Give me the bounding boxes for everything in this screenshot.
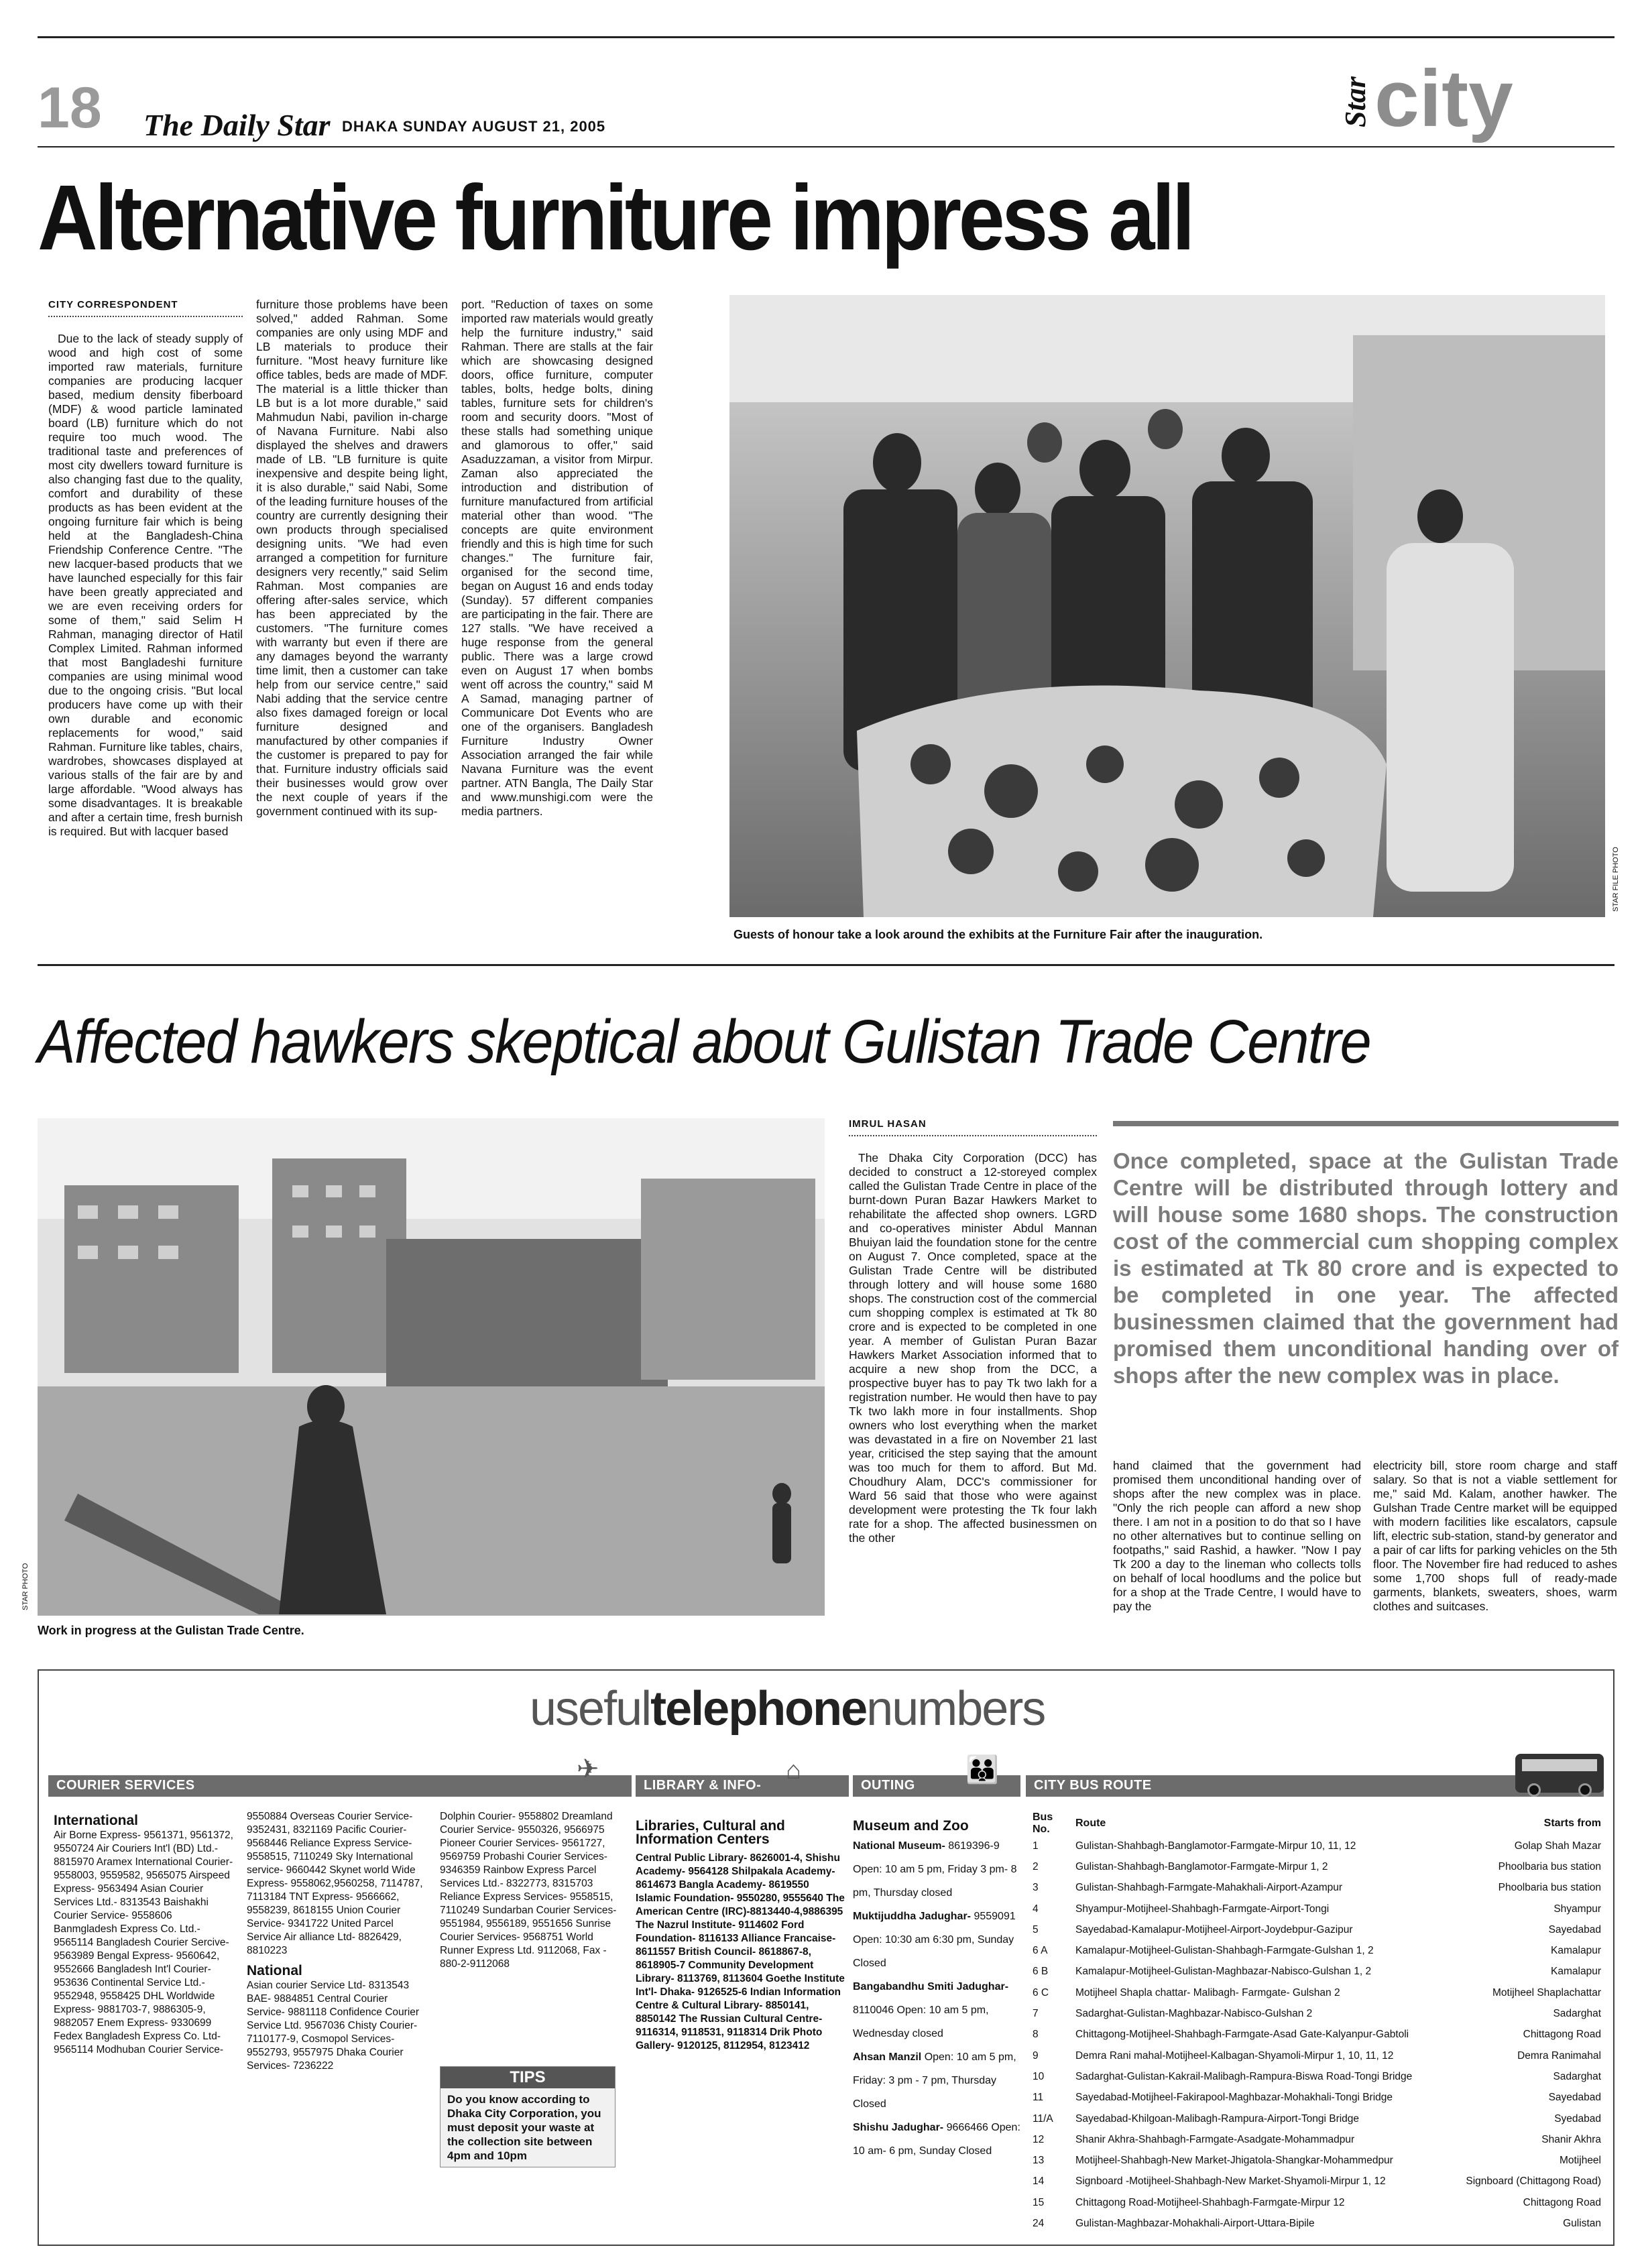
section-title: city [1374,54,1513,143]
tips-heading: TIPS [441,2067,615,2088]
bus-route-row [1030,2129,1604,2150]
library-bar-label: LIBRARY & INFO- [644,1778,762,1793]
bus-starts-from: Shanir Akhra [1541,2133,1601,2145]
bus-number: 6 C [1033,1986,1049,1998]
phone-box-title [530,1681,1045,1736]
bus-route-row [1030,1919,1604,1940]
bus-starts-from: Phoolbaria bus station [1498,1882,1601,1894]
bus-route-row [1030,2025,1604,2045]
bus-starts-from: Shyampur [1553,1903,1601,1915]
bus-route: Sayedabad-Khilgoan-Malibagh-Rampura-Airport-Tongi Bridge [1075,2112,1360,2125]
bus-starts-from: Sayedabad [1548,2092,1601,2104]
outing-item-name: Shishu Jadughar- [853,2122,947,2133]
courier-col3 [440,1810,621,1971]
bus-route: Chittagong-Motijheel-Shahbagh-Farmgate-Asad Gate-Kalyanpur-Gabtoli [1075,2029,1409,2041]
story2-text-col3: electricity bill, store room charge and staff salary. So that is not a viable settlement for me," said Md. Kalam, another hawker. The Gulshan Trade Centre market will be equipped with modern facilities like escalators, capsule lift, electric sub-station, stand-by generator and a pair of car lifts for parking vehicles on the 5th floor. The November fire had reduced to ashes some 1,700 shops full of ready-made garments, blankets, sweaters, shoes, warm clothes and suitcases. [1373,1459,1617,1613]
bus-route: Gulistan-Shahbagh-Banglamotor-Farmgate-Mirpur 1, 2 [1075,1860,1328,1872]
bus-starts-from: Chittagong Road [1523,2196,1601,2208]
bus-bar-label: CITY BUS ROUTE [1034,1778,1152,1793]
bus-number: 2 [1033,1860,1039,1872]
bus-route-row [1030,1940,1604,1961]
bus-icon [1515,1754,1604,1793]
outing-item [853,2045,1020,2116]
bus-no-header: Bus No. [1033,1811,1053,1835]
outing-heading: Museum and Zoo [853,1818,969,1834]
international-list-1: Air Borne Express- 9561371, 9561372, 9550724 Air Couriers Int'l (BD) Ltd.- 8815970 Aramex International Courier- 9558003, 9559582, 9565075 Airspeed Express- 9563494 Asian Courier Services Ltd.- 8313543 Baishakhi Courier Service- 9558606 Banmgladesh Express Co. Ltd.- 9565114 Bangladesh Courier Sercive- 9563989 Bengal Express- 9560642, 9552666 Bangladesh Int'l Courier- 953636 Continental Service Ltd.- 9552948, 9558425 DHL Worldwide Express- 9881703-7, 9886305-9, 9882057 Enem Express- 9330699 Fedex Bangladesh Express Co. Ltd- 9565114 Modhuban Courier Service- [54,1830,233,2055]
story1-column-3 [461,298,653,819]
bus-route-table-wrap [1030,1811,1604,2234]
page-number: 18 [38,76,102,140]
outing-item [853,1975,1020,2045]
caption-gulistan: Work in progress at the Gulistan Trade Centre. [38,1624,304,1637]
bus-starts-from: Motijheel [1559,2155,1601,2167]
bus-starts-from: Motijheel Shaplachattar [1492,1986,1601,1998]
bus-number: 14 [1033,2175,1045,2188]
outing-column [853,1819,1020,2163]
route-header: Route [1075,1817,1106,1829]
bus-route-row [1030,1962,1604,1982]
library-heading: Libraries, Cultural and Information Centers [636,1818,785,1847]
bus-number: 6 A [1033,1945,1048,1957]
bus-number: 12 [1033,2133,1045,2145]
masthead-logo: The Daily Star [143,108,331,142]
title-useful: useful [530,1682,651,1736]
bus-number: 11/A [1033,2112,1053,2125]
bus-number: 9 [1033,2049,1039,2062]
bus-route-row [1030,2045,1604,2066]
outing-item-details: 9666466 Open: 10 am- 6 pm, Sunday Closed [853,2122,1020,2157]
top-rule [38,36,1614,38]
story1-text-col2: furniture those problems have been solved," added Rahman. Some companies are only using MDF and LB materials to produce their furniture. "Most heavy furniture like office tables, beds are made of MDF. The material is a little thicker than LB but is a lot more durable," said Mahmudun Nabi, pavilion in-charge of Navana Furniture. Nabi also displayed the shelves and drawers made of LB. "LB furniture is quite inexpensive and despite being light, it is also durable," said Nabi, Some of the leading furniture houses of the country are currently designing their own products through specialised designing units. "We had even arranged a competition for furniture designers very recently," said Selim Rahman. Most companies are offering after-sales service, which has been appreciated by the customers. "The furniture comes with warranty but even if there are any damages beyond the warranty time limit, then a customer can take help from our service centre," said Nabi adding that the service centre also fixes damaged foreign or local furniture designed and manufactured by other companies if the customer is prepared to pay for that. Furniture industry officials said their businesses would grow over the next couple of years if the government continued with its sup- [256,298,448,818]
story2-column-1 [849,1117,1097,1545]
bus-starts-from: Sayedabad [1548,1923,1601,1935]
national-list-2: Dolphin Courier- 9558802 Dreamland Courier Service- 9550326, 9566975 Pioneer Courier Services- 9561727, 9569759 Probashi Courier Services- 9346359 Rainbow Express Parcel Services Ltd.- 8322773, 8315703 Reliance Express Services- 9558515, 7110249 Sundarban Courier Services- 9551984, 9556189, 9551656 Sunrise Courier Services- 9568751 World Runner Express Ltd. 9112068, Fax - 880-2-9112068 [440,1811,617,1970]
bus-route: Demra Rani mahal-Motijheel-Kalbagan-Shyamoli-Mirpur 1, 10, 11, 12 [1075,2049,1394,2062]
bus-route: Motijheel-Shahbagh-New Market-Jhigatola-Shangkar-Mohammedpur [1075,2155,1393,2167]
outing-bar-label: OUTING [861,1778,915,1793]
pullquote: Once completed, space at the Gulistan Trade Centre will be distributed through lottery and will house some 1680 shops. The construction cost of the commercial cum shopping complex is estimated at Tk 80 crore and is expected to be completed in one year. The affected businessmen claimed that the government had promised them unconditional handing over of shops after the new complex was in place. [1113,1148,1619,1388]
bus-starts-from: Phoolbaria bus station [1498,1860,1601,1872]
outing-item [853,1905,1020,1975]
bus-route-row [1030,2192,1604,2213]
bus-number: 6 B [1033,1966,1049,1978]
photo-credit-2: STAR PHOTO [21,1563,30,1610]
bus-number: 4 [1033,1903,1039,1915]
bus-starts-from: Demra Ranimahal [1517,2049,1601,2062]
title-telephone: telephone [650,1682,867,1736]
byline-dots [48,316,243,325]
courier-services-bar [48,1775,632,1797]
bus-number: 24 [1033,2217,1045,2229]
headline-gulistan: Affected hawkers skeptical about Gulistan Trade Centre [38,1008,1370,1076]
bus-route: Sayedabad-Motijheel-Fakirapool-Maghbazar-Mohakhali-Tongi Bridge [1075,2092,1393,2104]
outing-item-details: 8619396-9 Open: 10 am 5 pm, Friday 3 pm- 8 pm, Thursday closed [853,1840,1017,1899]
bus-route: Motijheel Shapla chattar- Malibagh- Farmgate- Gulshan 2 [1075,1986,1340,1998]
bus-starts-from: Sadarghat [1553,2008,1601,2020]
bus-route-row [1030,1899,1604,1919]
byline-2: IMRUL HASAN [849,1118,927,1130]
bus-starts-from: Syedabad [1554,2112,1601,2125]
pullquote-rule [1113,1121,1619,1126]
bus-number: 10 [1033,2070,1045,2082]
bus-number: 13 [1033,2155,1045,2167]
bus-route-row [1030,2171,1604,2192]
national-heading: National [247,1963,302,1978]
bus-number: 8 [1033,2029,1039,2041]
bus-route-row [1030,1982,1604,2003]
bus-route: Signboard -Motijheel-Shahbagh-New Market-Shyamoli-Mirpur 1, 12 [1075,2175,1386,2188]
library-list: Central Public Library- 8626001-4, Shishu Academy- 9564128 Shilpakala Academy- 8614673 Bangla Academy- 8619550 Islamic Foundation- 9550280, 9555640 The American Centre (IRC)-8813440-4,9886395 The Nazrul Institute- 9114602 Ford Foundation- 8116133 Alliance Francaise- 8611557 British Council- 8618867-8, 8618905-7 Community Development Library- 8113769, 8113604 Goethe Institute Int'l- Dhaka- 9126525-6 Indian Information Centre & Cultural Library- 8850141, 8850142 The Russian Cultural Centre- 9116314, 9118531, 9118314 Drik Photo Gallery- 9120125, 8112954, 8123412 [636,1852,845,2051]
headline-furniture: Alternative furniture impress all [38,166,1192,270]
courier-col2 [247,1810,428,2073]
outing-item-details: Open: 10 am 5 pm, Friday: 3 pm - 7 pm, Thursday Closed [853,2051,1016,2110]
bus-route: Sayedabad-Kamalapur-Motijheel-Airport-Joydebpur-Gazipur [1075,1923,1353,1935]
bus-route: Sadarghat-Gulistan-Kakrail-Malibagh-Rampura-Biswa Road-Tongi Bridge [1075,2070,1413,2082]
courier-plane-icon: ✈ [577,1754,599,1784]
bus-route-row [1030,2088,1604,2108]
header-rule [38,146,1614,147]
outing-list [853,1834,1020,2163]
story1-column-1 [48,298,243,839]
tips-box [440,2066,615,2167]
bus-route: Sadarghat-Gulistan-Maghbazar-Nabisco-Gulshan 2 [1075,2008,1313,2020]
outing-item-details: 9559091 Open: 10:30 am 6:30 pm, Sunday Closed [853,1911,1016,1969]
bus-route-table [1030,1811,1604,2234]
story2-text-col1: The Dhaka City Corporation (DCC) has decided to construct a 12-storeyed complex called the Gulistan Trade Centre in place of the burnt-down Puran Bazar Hawkers Market to rehabilitate the affected shop owners. LGRD and co-operatives minister Abdul Mannan Bhuiyan laid the foundation stone for the centre on August 7. Once completed, space at the Gulistan Trade Centre will be distributed through lottery and will house some 1680 shops. The construction cost of the commercial cum shopping complex is estimated at Tk 80 crore and is expected to be completed in one year. A member of Gulistan Puran Bazar Hawkers Market Association informed that to acquire a new shop from the DCC, a prospective buyer has to pay Tk two lakh for a registration number. He would then have to pay Tk two lakh more in four installments. Shop owners who lost everything when the market was devastated in a fire on November 21 last year, criticised the step saying that the amount was too much for them to afford. But Md. Choudhury Alam, DCC's commissioner for Ward 56 said that those who were against development were protesting the Tk four lakh rate for a shop. The affected businessmen on the other [849,1151,1097,1545]
bus-number: 5 [1033,1923,1039,1935]
bus-route-row [1030,1856,1604,1877]
bus-number: 11 [1033,2092,1044,2104]
story1-text-col1: Due to the lack of steady supply of wood and high cost of some imported raw materials, furniture companies are producing lacquer based, medium density fiberboard (MDF) & wood particle laminated board (LB) furniture which do not require too much wood. The traditional taste and preferences of most city dwellers toward furniture is also changing fast due to the quality, comfort and durability of these products as has been evident at the ongoing furniture fair which is being held at the Bangladesh-China Friendship Conference Centre. "The new lacquer-based products that we have launched especially for this fair have been greatly appreciated and we are even receiving orders for some of them," said Selim H Rahman, managing director of Hatil Complex Limited. Rahman informed that most Bangladeshi furniture companies are using minimal wood due to the ongoing crisis. "But local producers have come up with their own durable and economic replacements for wood," said Rahman. Furniture like tables, chairs, wardrobes, showcases displayed at various stalls of the fair are by and large affordable. "Wood always has some disadvantages. It is breakable and after a certain time, fresh burnish is required. But with lacquer based [48,332,243,838]
bus-route-row [1030,2108,1604,2129]
national-list-1: Asian courier Service Ltd- 8313543 BAE- 9884851 Central Courier Service- 9881118 Confidence Courier Service Ltd. 9567036 Chisty Courier- 7110177-9, Cosmopol Services- 9552793, 9557975 Dhaka Courier Services- 7236222 [247,1980,420,2072]
caption-furniture: Guests of honour take a look around the exhibits at the Furniture Fair after the inauguration. [733,928,1263,941]
bus-starts-from: Gulistan [1563,2217,1601,2229]
bus-table-header [1030,1811,1604,1836]
story1-text-col3: port. "Reduction of taxes on some imported raw materials would greatly help the furniture industry," said Rahman. There are stalls at the fair which are showcasing designed doors, office furniture, computer tables, bolts, hedge bolts, dining tables, furniture sets for children's room and security doors. "Most of these stalls had something unique and glamorous to offer," said Asaduzzaman, a visitor from Mirpur. Zaman also appreciated the introduction and distribution of furniture manufactured from artificial material other than wood. "The concepts are quite environment friendly and this is high time for such changes." The furniture fair, organised for the second time, began on August 16 and ends today (Sunday). 57 different companies are participating in the fair. There are 127 stalls. "We have received a huge response from the general public. There was a large crowd even on August 17 when bombs went off across the country," said M A Samad, managing partner of Communicare Dot Events who are one of the organisers. Bangladesh Furniture Industry Owner Association arranged the fair while Navana Furniture was the event partner. ATN Bangla, The Daily Star and www.munshigi.com were the media partners. [461,298,653,818]
bus-number: 1 [1033,1840,1039,1852]
story2-text-col2: hand claimed that the government had promised them unconditional handing over of shops after the new complex was in place. "Only the rich people can afford a new shop there. I am not in a position to do that so I have no other alternatives but to continue selling on footpaths," said Rashid, a hawker. "Now I pay Tk 200 a day to the lineman who collects tolls on behalf of local hoodlums and the police but for a shop at the Trade Centre, I would have to pay the [1113,1459,1361,1613]
bus-starts-from: Kamalapur [1551,1966,1601,1978]
outing-item-name: National Museum- [853,1840,949,1852]
construction-photo-image [38,1118,825,1616]
story2-column-2 [1113,1459,1361,1614]
outing-item-name: Bangabandhu Smiti Jadughar- [853,1981,1009,1992]
bus-route: Shanir Akhra-Shahbagh-Farmgate-Asadgate-Mohammadpur [1075,2133,1355,2145]
bus-route-row [1030,1878,1604,1899]
bus-table-body [1030,1836,1604,2234]
title-numbers: numbers [866,1682,1045,1736]
bus-route-row [1030,2003,1604,2024]
starts-header: Starts from [1543,1817,1601,1829]
furniture-fair-photo-image [729,295,1605,917]
photo-credit-1: STAR FILE PHOTO [1612,847,1620,912]
bus-starts-from: Golap Shah Mazar [1514,1840,1601,1852]
family-icon: 👪 [965,1755,999,1785]
bus-route-row [1030,1836,1604,1856]
bus-route: Kamalapur-Motijheel-Gulistan-Maghbazar-Nabisco-Gulshan 1, 2 [1075,1966,1372,1978]
byline: CITY CORRESPONDENT [48,299,178,310]
library-building-icon: ⌂ [786,1756,801,1785]
bus-number: 15 [1033,2196,1045,2208]
bus-route-row [1030,2213,1604,2234]
bus-route: Gulistan-Shahbagh-Farmgate-Mahakhali-Airport-Azampur [1075,1882,1343,1894]
outing-item-name: Muktijuddha Jadughar- [853,1911,974,1922]
library-column [636,1819,845,2053]
international-heading: International [54,1813,139,1828]
courier-bar-label: COURIER SERVICES [56,1778,195,1793]
section-star-logo: Star [1339,76,1372,127]
bus-starts-from: Sadarghat [1553,2070,1601,2082]
bus-route: Kamalapur-Motijheel-Gulistan-Shahbagh-Farmgate-Gulshan 1, 2 [1075,1945,1374,1957]
furniture-fair-photo [729,295,1605,917]
bus-route-row [1030,2150,1604,2171]
story-divider [38,964,1614,966]
tips-body: Do you know according to Dhaka City Corporation, you must deposit your waste at the collection site between 4pm and 10pm [447,2093,601,2162]
bus-starts-from: Signboard (Chittagong Road) [1466,2175,1601,2188]
story2-column-3 [1373,1459,1617,1614]
bus-route: Gulistan-Maghbazar-Mohakhali-Airport-Uttara-Bipile [1075,2217,1315,2229]
courier-international-col1 [54,1814,235,2057]
bus-route: Chittagong Road-Motijheel-Shahbagh-Farmgate-Mirpur 12 [1075,2196,1345,2208]
bus-number: 3 [1033,1882,1039,1894]
bus-number: 7 [1033,2008,1039,2020]
outing-item [853,1834,1020,1905]
bus-starts-from: Chittagong Road [1523,2029,1601,2041]
bus-starts-from: Kamalapur [1551,1945,1601,1957]
outing-item-details: 8110046 Open: 10 am 5 pm, Wednesday closed [853,2005,989,2039]
story1-column-2 [256,298,448,819]
byline-dots-2 [849,1135,1097,1144]
bus-route: Gulistan-Shahbagh-Banglamotor-Farmgate-Mirpur 10, 11, 12 [1075,1840,1356,1852]
international-list-2: 9550884 Overseas Courier Service- 9352431, 8321169 Pacific Courier- 9568446 Reliance Express Service- 9558515, 7110249 Sky International service- 9660442 Skynet world Wide Express- 9558062,9560258, 7114787, 7113184 TNT Express- 9566662, 9558239, 8618155 Union Courier Service- 9341722 United Parcel Service Air alliance Ltd- 8826429, 8810223 [247,1811,423,1956]
library-bar [636,1775,849,1797]
outing-item-name: Ahsan Manzil [853,2051,925,2063]
dateline: DHAKA SUNDAY AUGUST 21, 2005 [342,118,606,135]
bus-route: Shyampur-Motijheel-Shahbagh-Farmgate-Airport-Tongi [1075,1903,1330,1915]
bus-route-row [1030,2066,1604,2087]
outing-item [853,2116,1020,2163]
construction-photo [38,1118,825,1616]
